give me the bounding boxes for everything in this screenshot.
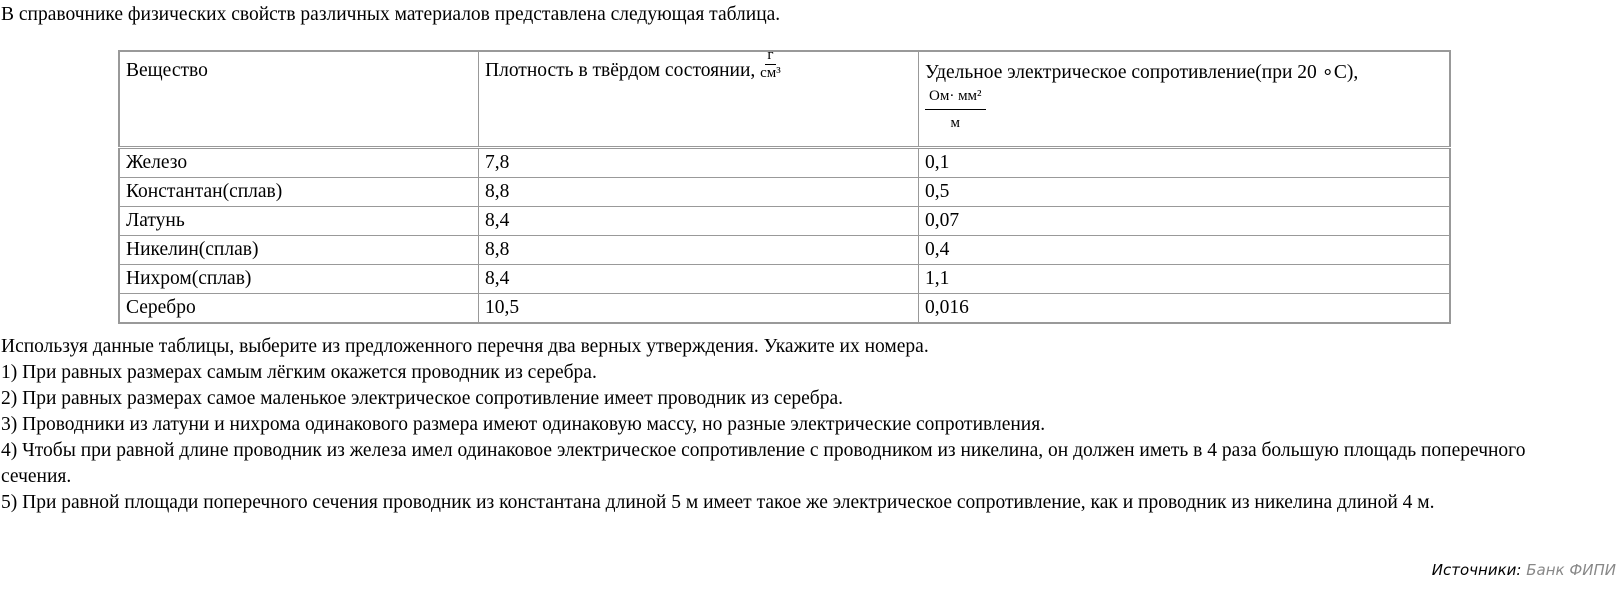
res-unit-num: Ом· мм²: [925, 87, 986, 110]
cell-resistivity: 0,5: [919, 178, 1451, 207]
option-5: 5) При равной площади поперечного сечения проводник из константана длиной 5 м имеет такое же электрическое сопротивление, как и проводник из никелина длиной 4 м.: [1, 492, 1435, 513]
cell-resistivity: 0,4: [919, 236, 1451, 265]
option-1: 1) При равных размерах самым лёгким окажется проводник из серебра.: [1, 362, 597, 383]
cell-density: 8,8: [479, 178, 919, 207]
question-prompt: Используя данные таблицы, выберите из предложенного перечня два верных утверждения. Укажите их номера.: [1, 336, 929, 357]
header-resistivity-label: Удельное электрическое сопротивление(при 20 ∘С),: [925, 62, 1359, 83]
option-4: 4) Чтобы при равной длине проводник из железа имел одинаковое электрическое сопротивление с проводником из никелина, он должен иметь в 4 раза большую площадь поперечного сечения.: [1, 440, 1526, 487]
question: [1, 334, 1531, 516]
source-label: Источники:: [1431, 561, 1522, 579]
cell-substance: Константан(сплав): [119, 178, 479, 207]
intro-text: В справочнике физических свойств различных материалов представлена следующая таблица.: [1, 4, 781, 25]
cell-density: 8,4: [479, 265, 919, 294]
table-row: [119, 178, 1450, 207]
cell-density: 8,4: [479, 207, 919, 236]
table-row: [119, 236, 1450, 265]
materials-table: [118, 47, 1451, 324]
density-unit: [760, 47, 781, 82]
header-substance: Вещество: [119, 51, 479, 148]
cell-resistivity: 0,1: [919, 148, 1451, 178]
cell-density: 8,8: [479, 236, 919, 265]
cell-resistivity: 0,07: [919, 207, 1451, 236]
table-row: [119, 294, 1450, 324]
cell-resistivity: 1,1: [919, 265, 1451, 294]
cell-substance: Нихром(сплав): [119, 265, 479, 294]
source-link[interactable]: Банк ФИПИ: [1526, 561, 1616, 579]
cell-substance: Серебро: [119, 294, 479, 324]
header-density: [479, 47, 919, 148]
header-resistivity: [919, 51, 1451, 148]
cell-substance: Никелин(сплав): [119, 236, 479, 265]
res-unit-den: м: [950, 115, 961, 131]
cell-density: 7,8: [479, 148, 919, 178]
option-2: 2) При равных размерах самое маленькое электрическое сопротивление имеет проводник из серебра.: [1, 388, 843, 409]
table-row: [119, 148, 1450, 178]
cell-resistivity: 0,016: [919, 294, 1451, 324]
cell-substance: Латунь: [119, 207, 479, 236]
table-header-row: [119, 51, 1450, 148]
cell-substance: Железо: [119, 148, 479, 178]
header-density-label: Плотность в твёрдом состоянии,: [485, 60, 756, 81]
cell-density: 10,5: [479, 294, 919, 324]
source: [1432, 561, 1616, 579]
resistivity-unit: [925, 87, 986, 132]
table-row: [119, 265, 1450, 294]
option-3: 3) Проводники из латуни и нихрома одинакового размера имеют одинаковую массу, но разные электрические сопротивления.: [1, 414, 1046, 435]
table-row: [119, 207, 1450, 236]
density-unit-num: г: [767, 47, 774, 64]
density-unit-den: см³: [760, 65, 781, 82]
